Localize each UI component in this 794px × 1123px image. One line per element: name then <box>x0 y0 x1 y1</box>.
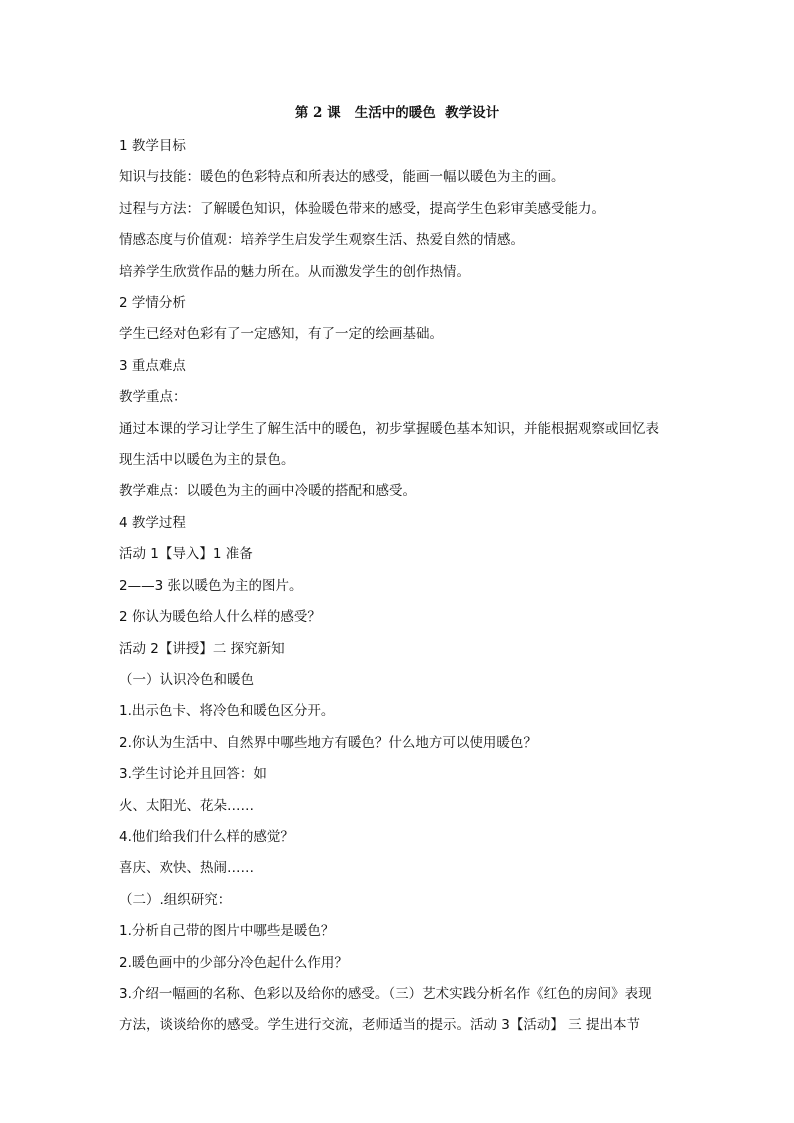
document-title: 第 2 课 生活中的暖色 教学设计 <box>294 105 500 121</box>
paragraph-line: 学生已经对色彩有了一定感知，有了一定的绘画基础。 <box>119 326 443 343</box>
paragraph-line: 2.暖色画中的少部分冷色起什么作用？ <box>119 954 348 971</box>
paragraph-line: 方法，谈谈给你的感受。学生进行交流，老师适当的提示。活动 3【活动】 三 提出本节 <box>119 1017 640 1034</box>
paragraph-line: （一）认识冷色和暖色 <box>119 671 254 688</box>
paragraph-line: 知识与技能：暖色的色彩特点和所表达的感受，能画一幅以暖色为主的画。 <box>119 169 565 186</box>
paragraph-line: 3.学生讨论并且回答：如 <box>119 766 267 783</box>
paragraph-line: 4.他们给我们什么样的感觉？ <box>119 828 294 845</box>
section-heading-analysis: 2 学情分析 <box>119 295 186 312</box>
paragraph-line: 火、太阳光、花朵…… <box>119 797 254 814</box>
paragraph-line: 情感态度与价值观：培养学生启发学生观察生活、热爱自然的情感。 <box>119 232 524 249</box>
document-body <box>119 131 679 1042</box>
paragraph-line: （二）.组织研究： <box>119 891 232 908</box>
section-heading-objectives: 1 教学目标 <box>119 138 186 154</box>
paragraph-line: 1.分析自己带的图片中哪些是暖色？ <box>119 923 335 940</box>
paragraph-line: 教学难点：以暖色为主的画中冷暖的搭配和感受。 <box>119 483 416 500</box>
paragraph-line: 2 你认为暖色给人什么样的感受？ <box>119 609 321 626</box>
paragraph-line: 过程与方法：了解暖色知识，体验暖色带来的感受，提高学生色彩审美感受能力。 <box>119 200 605 217</box>
paragraph-line: 3.介绍一幅画的名称、色彩以及给你的感受。（三）艺术实践分析名作《红色的房间》表现 <box>119 985 652 1002</box>
paragraph-line: 培养学生欣赏作品的魅力所在。从而激发学生的创作热情。 <box>119 263 470 280</box>
section-heading-process: 4 教学过程 <box>119 514 186 531</box>
paragraph-line: 活动 2【讲授】二 探究新知 <box>119 640 285 657</box>
paragraph-line: 教学重点： <box>119 389 187 406</box>
paragraph-line: 1.出示色卡、将冷色和暖色区分开。 <box>119 703 335 720</box>
paragraph-line: 活动 1【导入】1 准备 <box>119 546 253 563</box>
paragraph-line: 2——3 张以暖色为主的图片。 <box>119 577 303 594</box>
paragraph-line: 通过本课的学习让学生了解生活中的暖色，初步掌握暖色基本知识，并能根据观察或回忆表 <box>119 420 659 437</box>
paragraph-line: 现生活中以暖色为主的景色。 <box>119 452 295 469</box>
paragraph-line: 喜庆、欢快、热闹…… <box>119 860 254 877</box>
section-heading-key-points: 3 重点难点 <box>119 357 186 374</box>
paragraph-line: 2.你认为生活中、自然界中哪些地方有暖色？什么地方可以使用暖色？ <box>119 734 537 751</box>
